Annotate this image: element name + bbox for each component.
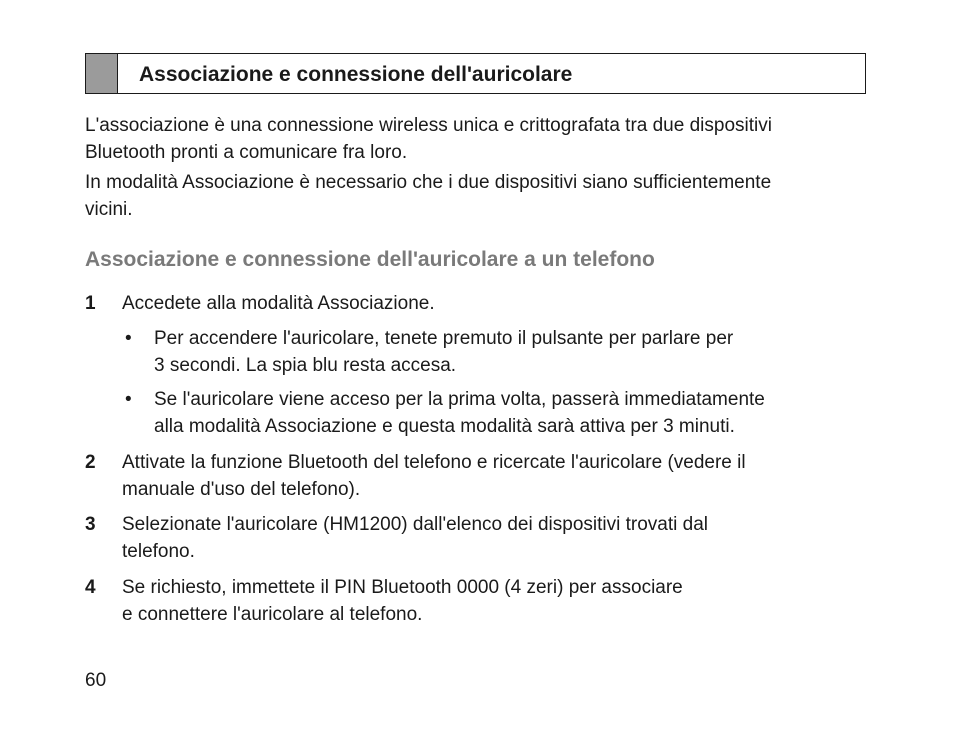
section-header: [85, 53, 866, 94]
step-number: 1: [85, 293, 96, 314]
bullet-text: [154, 325, 875, 379]
intro-paragraph-1-line: L'associazione è una connessione wireless unica e crittografata tra due dispositivi: [85, 115, 772, 136]
section-marker: [86, 54, 118, 93]
step-1-bullet-2: [125, 386, 875, 440]
intro-paragraph-1: [85, 112, 875, 166]
step-number: 4: [85, 577, 96, 598]
step-text: [122, 449, 875, 503]
step-text-line: telefono.: [122, 541, 195, 562]
step-text-line: Attivate la funzione Bluetooth del telefono e ricercate l'auricolare (vedere il: [122, 452, 746, 473]
step-text-line: manuale d'uso del telefono).: [122, 479, 361, 500]
step-number: 3: [85, 514, 96, 535]
bullet-text-line: 3 secondi. La spia blu resta accesa.: [154, 355, 457, 376]
step-text: [122, 290, 875, 317]
step-text-line: Selezionate l'auricolare (HM1200) dall'elenco dei dispositivi trovati dal: [122, 514, 709, 535]
step-text-line: Se richiesto, immettete il PIN Bluetooth 0000 (4 zeri) per associare: [122, 577, 683, 598]
step-1-bullet-1: [125, 325, 875, 379]
bullet-icon: •: [125, 328, 132, 349]
step-3: [85, 511, 875, 565]
page-number: 60: [85, 670, 107, 691]
bullet-text-line: Per accendere l'auricolare, tenete premuto il pulsante per parlare per: [154, 328, 734, 349]
step-2: [85, 449, 875, 503]
subheading: Associazione e connessione dell'auricolare a un telefono: [85, 248, 655, 271]
intro-paragraph-1-line: Bluetooth pronti a comunicare fra loro.: [85, 142, 408, 163]
bullet-text: [154, 386, 875, 440]
step-text: [122, 511, 875, 565]
bullet-text-line: Se l'auricolare viene acceso per la prima volta, passerà immediatamente: [154, 389, 765, 410]
step-4: [85, 574, 875, 628]
step-1: [85, 290, 875, 317]
step-text: [122, 574, 875, 628]
step-text-line: Accedete alla modalità Associazione.: [122, 293, 435, 314]
bullet-text-line: alla modalità Associazione e questa modalità sarà attiva per 3 minuti.: [154, 416, 735, 437]
step-number: 2: [85, 452, 96, 473]
bullet-icon: •: [125, 389, 132, 410]
step-text-line: e connettere l'auricolare al telefono.: [122, 604, 423, 625]
intro-paragraph-2-line: In modalità Associazione è necessario che i due dispositivi siano sufficientemente: [85, 172, 772, 193]
intro-paragraph-2-line: vicini.: [85, 199, 133, 220]
intro-paragraph-2: [85, 169, 875, 223]
section-title: Associazione e connessione dell'auricolare: [139, 63, 573, 86]
